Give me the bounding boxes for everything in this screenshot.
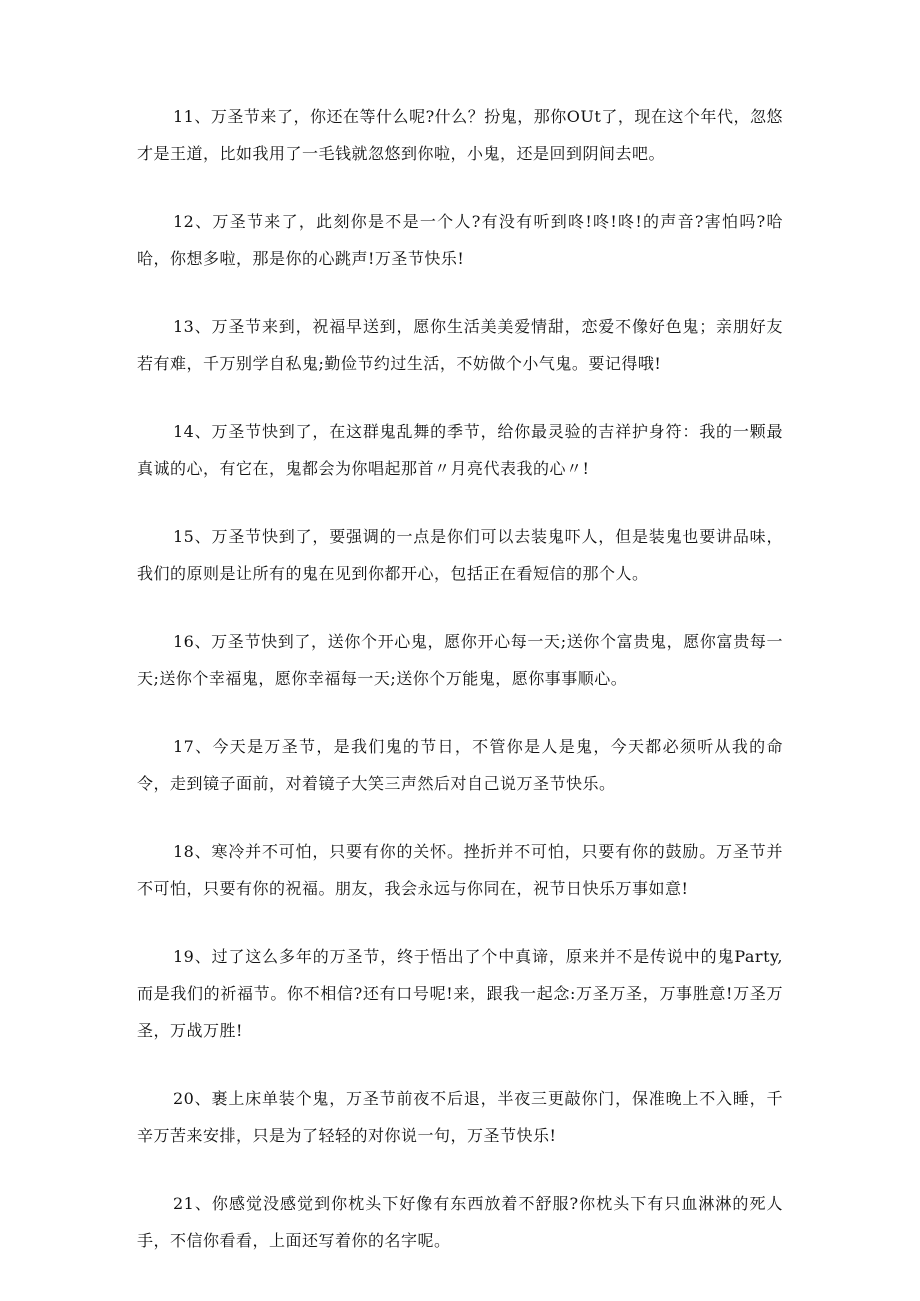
paragraph-20: 20、裹上床单装个鬼，万圣节前夜不后退，半夜三更敲你门，保准晚上不入睡，千辛万苦来安排，只是为了轻轻的对你说一句，万圣节快乐! (137, 1089, 783, 1145)
paragraph-11: 11、万圣节来了，你还在等什么呢?什么？扮鬼，那你OUt了，现在这个年代，忽悠才是王道，比如我用了一毛钱就忽悠到你啦，小鬼，还是回到阴间去吧。 (137, 107, 783, 163)
paragraph-21: 21、你感觉没感觉到你枕头下好像有东西放着不舒服?你枕头下有只血淋淋的死人手，不信你看看，上面还写着你的名字呢。 (137, 1194, 783, 1250)
paragraph-13: 13、万圣节来到，祝福早送到，愿你生活美美爱情甜，恋爱不像好色鬼；亲朋好友若有难，千万别学自私鬼;勤俭节约过生活，不妨做个小气鬼。要记得哦! (137, 317, 783, 373)
paragraph-16: 16、万圣节快到了，送你个开心鬼，愿你开心每一天;送你个富贵鬼，愿你富贵每一天;送你个幸福鬼，愿你幸福每一天;送你个万能鬼，愿你事事顺心。 (137, 632, 783, 688)
document-body (137, 98, 783, 1259)
paragraph-19: 19、过了这么多年的万圣节，终于悟出了个中真谛，原来并不是传说中的鬼Party,而是我们的祈福节。你不相信?还有口号呢!来，跟我一起念:万圣万圣，万事胜意!万圣万圣，万战万胜! (137, 947, 783, 1040)
paragraph-18: 18、寒冷并不可怕，只要有你的关怀。挫折并不可怕，只要有你的鼓励。万圣节并不可怕，只要有你的祝福。朋友，我会永远与你同在，祝节日快乐万事如意! (137, 842, 783, 898)
paragraph-15: 15、万圣节快到了，要强调的一点是你们可以去装鬼吓人，但是装鬼也要讲品味，我们的原则是让所有的鬼在见到你都开心，包括正在看短信的那个人。 (137, 527, 783, 583)
paragraph-12: 12、万圣节来了，此刻你是不是一个人?有没有听到咚!咚!咚!的声音?害怕吗?哈哈，你想多啦，那是你的心跳声!万圣节快乐! (137, 212, 783, 268)
paragraph-14: 14、万圣节快到了，在这群鬼乱舞的季节，给你最灵验的吉祥护身符：我的一颗最真诚的心，有它在，鬼都会为你唱起那首〃月亮代表我的心〃! (137, 422, 783, 478)
paragraph-17: 17、今天是万圣节，是我们鬼的节日，不管你是人是鬼，今天都必须听从我的命令，走到镜子面前，对着镜子大笑三声然后对自己说万圣节快乐。 (137, 737, 783, 793)
